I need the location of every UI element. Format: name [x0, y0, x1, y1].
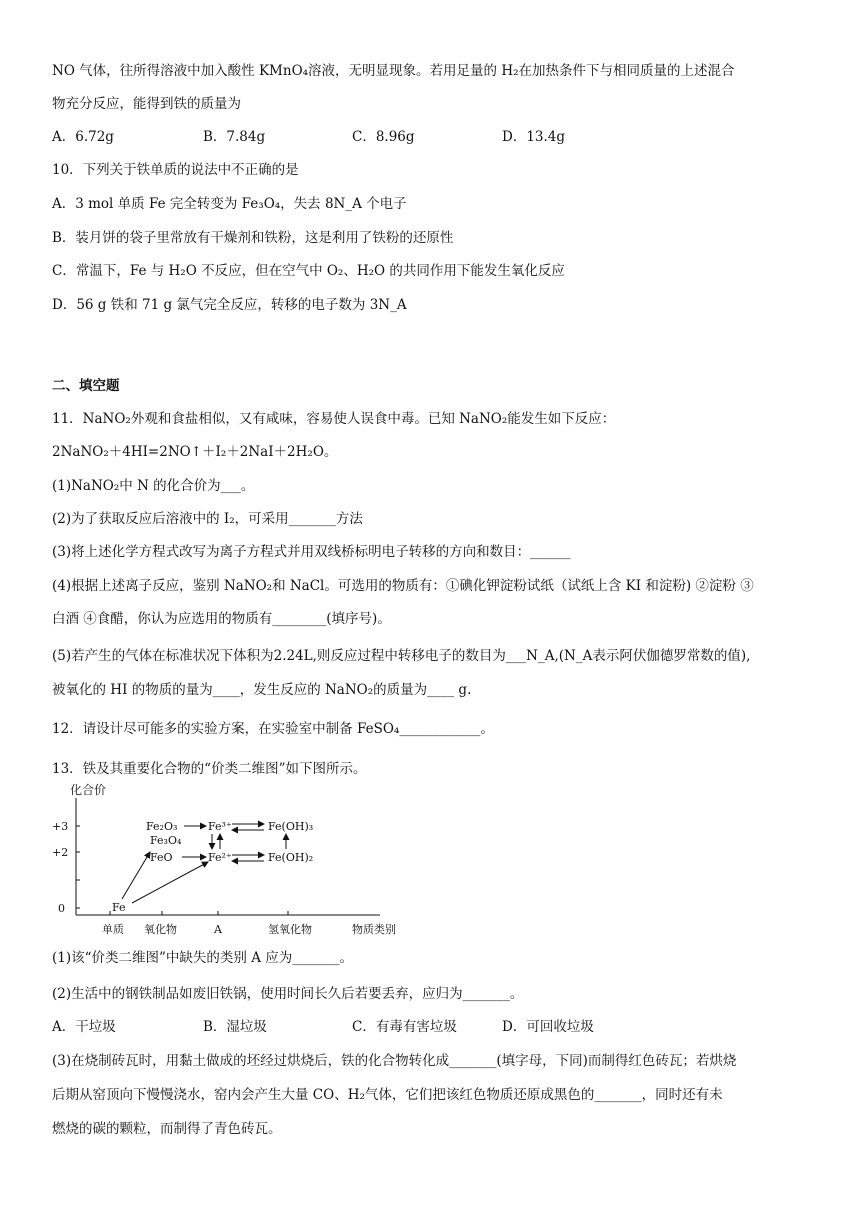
- q13-part-3-line-3: 燃烧的碳的颗粒，而制得了青色砖瓦。: [52, 1121, 282, 1137]
- q11-part-3: (3)将上述化学方程式改写为离子方程式并用双线桥标明电子转移的方向和数目：______: [52, 544, 571, 560]
- x-tick-elemental: 单质: [102, 923, 124, 936]
- q10-stem: 10．下列关于铁单质的说法中不正确的是: [52, 162, 299, 178]
- q10-option-c: C．常温下，Fe 与 H₂O 不反应，但在空气中 O₂、H₂O 的共同作用下能发生氧化反应: [52, 263, 565, 279]
- q13-stem: 13．铁及其重要化合物的“价类二维图”如下图所示。: [52, 761, 367, 777]
- valence-class-diagram: [50, 782, 420, 942]
- q9-option-c: C．8.96g: [352, 129, 415, 145]
- y-tick-0: 0: [58, 902, 65, 915]
- q11-part-4-line-2: 白酒 ④食醋，你认为应选用的物质有________(填序号)。: [52, 611, 391, 627]
- y-tick-plus2: +2: [52, 846, 69, 859]
- q11-part-1: (1)NaNO₂中 N 的化合价为___。: [52, 478, 255, 494]
- q10-option-d: D．56 g 铁和 71 g 氯气完全反应，转移的电子数为 3N_A: [52, 297, 407, 313]
- y-axis-label: 化合价: [70, 783, 107, 797]
- species-fe3plus: Fe³⁺: [208, 820, 232, 833]
- species-feoh3: Fe(OH)₃: [268, 820, 314, 833]
- q9-line-2: 物充分反应，能得到铁的质量为: [52, 96, 241, 112]
- arrow-fe-to-fe2plus: [132, 862, 208, 903]
- q13-option-d: D．可回收垃圾: [502, 1019, 594, 1035]
- q10-option-a: A．3 mol 单质 Fe 完全转变为 Fe₃O₄，失去 8N_A 个电子: [52, 196, 407, 212]
- q11-part-4-line-1: (4)根据上述离子反应，鉴别 NaNO₂和 NaCl。可选用的物质有：①碘化钾淀粉试纸（试纸上含 KI 和淀粉) ②淀粉 ③: [52, 578, 754, 594]
- y-tick-plus3: +3: [52, 820, 69, 833]
- q9-option-d: D．13.4g: [502, 129, 566, 145]
- q13-part-3-line-2: 后期从窑顶向下慢慢浇水，窑内会产生大量 CO、H₂气体，它们把该红色物质还原成黑色的_______，同时还有未: [52, 1087, 723, 1103]
- q11-stem: 11．NaNO₂外观和食盐相似，又有咸味，容易使人误食中毒。已知 NaNO₂能发生如下反应：: [52, 411, 616, 427]
- x-tick-oxide: 氧化物: [144, 923, 177, 936]
- q9-option-a: A．6.72g: [52, 129, 114, 145]
- x-axis-label: 物质类别: [352, 923, 396, 936]
- q13-part-2: (2)生活中的钢铁制品如废旧铁锅，使用时间长久后若要丢弃，应归为_______。: [52, 986, 524, 1002]
- section-title: 二、填空题: [52, 378, 120, 394]
- arrow-fe-to-feo: [122, 852, 150, 899]
- q11-part-5-line-1: (5)若产生的气体在标准状况下体积为2.24L,则反应过程中转移电子的数目为___N_A,(N_A表示阿伏伽德罗常数的值),: [52, 648, 751, 664]
- species-fe2plus: Fe²⁺: [208, 851, 232, 864]
- q9-line-1: NO 气体，往所得溶液中加入酸性 KMnO₄溶液，无明显现象。若用足量的 H₂在加热条件下与相同质量的上述混合: [52, 63, 735, 79]
- q11-equation: 2NaNO₂＋4HI=2NO↑＋I₂＋2NaI＋2H₂O。: [52, 444, 338, 460]
- q12-stem: 12．请设计尽可能多的实验方案，在实验室中制备 FeSO₄____________。: [52, 721, 494, 737]
- q10-option-b: B．装月饼的袋子里常放有干燥剂和铁粉，这是利用了铁粉的还原性: [52, 230, 454, 246]
- q11-part-5-line-2: 被氧化的 HI 的物质的量为____，发生反应的 NaNO₂的质量为____ g.: [52, 682, 472, 698]
- x-tick-hydroxide: 氢氧化物: [268, 923, 312, 936]
- species-fe2o3: Fe₂O₃: [146, 820, 178, 833]
- species-feoh2: Fe(OH)₂: [268, 851, 314, 864]
- q9-option-b: B．7.84g: [203, 129, 266, 145]
- q11-part-2: (2)为了获取反应后溶液中的 I₂，可采用_______方法: [52, 511, 363, 527]
- species-feo: FeO: [150, 851, 173, 864]
- species-fe: Fe: [112, 901, 126, 914]
- q13-option-a: A．干垃圾: [52, 1019, 116, 1035]
- x-tick-a: A: [214, 923, 222, 936]
- q13-part-1: (1)该“价类二维图”中缺失的类别 A 应为_______。: [52, 950, 354, 966]
- q13-option-c: C．有毒有害垃圾: [352, 1019, 457, 1035]
- q13-option-b: B．湿垃圾: [203, 1019, 267, 1035]
- species-fe3o4: Fe₃O₄: [150, 834, 182, 847]
- q13-part-3-line-1: (3)在烧制砖瓦时，用黏土做成的坯经过烘烧后，铁的化合物转化成_______(填字母，下同)而制得红色砖瓦；若烘烧: [52, 1053, 737, 1069]
